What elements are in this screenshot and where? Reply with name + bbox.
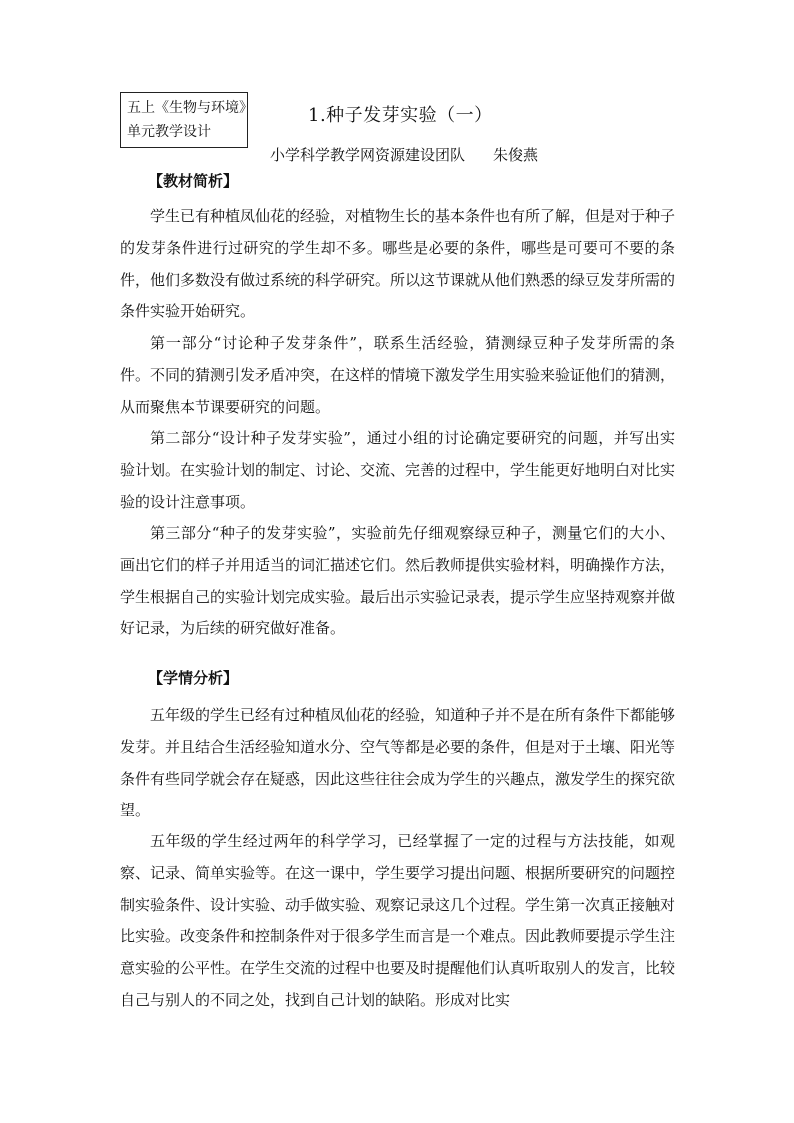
unit-label-box xyxy=(120,92,253,148)
lesson-title: 1.种子发芽实验（一） xyxy=(308,105,493,126)
author-name: 朱俊燕 xyxy=(493,146,539,164)
team-name: 小学科学教学网资源建设团队 xyxy=(270,146,466,164)
section-heading-learner-analysis: 【学情分析】 xyxy=(148,669,239,687)
author-line xyxy=(270,144,538,166)
unit-label-line1: 五上《生物与环境》 xyxy=(127,100,253,116)
paragraph: 第一部分“讨论种子发芽条件”，联系生活经验，猜测绿豆种子发芽所需的条件。不同的猜测引发矛盾冲突，在这样的情境下激发学生用实验来验证他们的猜测，从而聚焦本节课要研究的问题。 xyxy=(120,334,676,416)
paragraph: 第三部分“种子的发芽实验”，实验前先仔细观察绿豆种子，测量它们的大小、画出它们的样子并用适当的词汇描述它们。然后教师提供实验材料，明确操作方法，学生根据自己的实验计划完成实验。最后出示实验记录表，提示学生应坚持观察并做好记录，为后续的研究做好准备。 xyxy=(120,524,676,638)
paragraph: 五年级的学生经过两年的科学学习，已经掌握了一定的过程与方法技能，如观察、记录、简单实验等。在这一课中，学生要学习提出问题、根据所要研究的问题控制实验条件、设计实验、动手做实验、观察记录这几个过程。学生第一次真正接触对比实验。改变条件和控制条件对于很多学生而言是一个难点。因此教师要提示学生注意实验的公平性。在学生交流的过程中也要及时提醒他们认真听取别人的发言，比较自己与别人的不同之处，找到自己计划的缺陷。形成对比实 xyxy=(120,832,676,1009)
paragraph: 学生已有种植凤仙花的经验，对植物生长的基本条件也有所了解，但是对于种子的发芽条件进行过研究的学生却不多。哪些是必要的条件，哪些是可要可不要的条件，他们多数没有做过系统的科学研究。所以这节课就从他们熟悉的绿豆发芽所需的条件实验开始研究。 xyxy=(120,207,676,321)
paragraph: 第二部分“设计种子发芽实验”，通过小组的讨论确定要研究的问题，并写出实验计划。在实验计划的制定、讨论、交流、完善的过程中，学生能更好地明白对比实验的设计注意事项。 xyxy=(120,429,676,511)
section-heading-textbook-analysis: 【教材简析】 xyxy=(148,172,239,190)
unit-label-line2: 单元教学设计 xyxy=(127,124,211,140)
paragraph: 五年级的学生已经有过种植凤仙花的经验，知道种子并不是在所有条件下都能够发芽。并且结合生活经验知道水分、空气等都是必要的条件，但是对于土壤、阳光等条件有些同学就会存在疑惑，因此这些往往会成为学生的兴趣点，激发学生的探究欲望。 xyxy=(120,706,676,820)
